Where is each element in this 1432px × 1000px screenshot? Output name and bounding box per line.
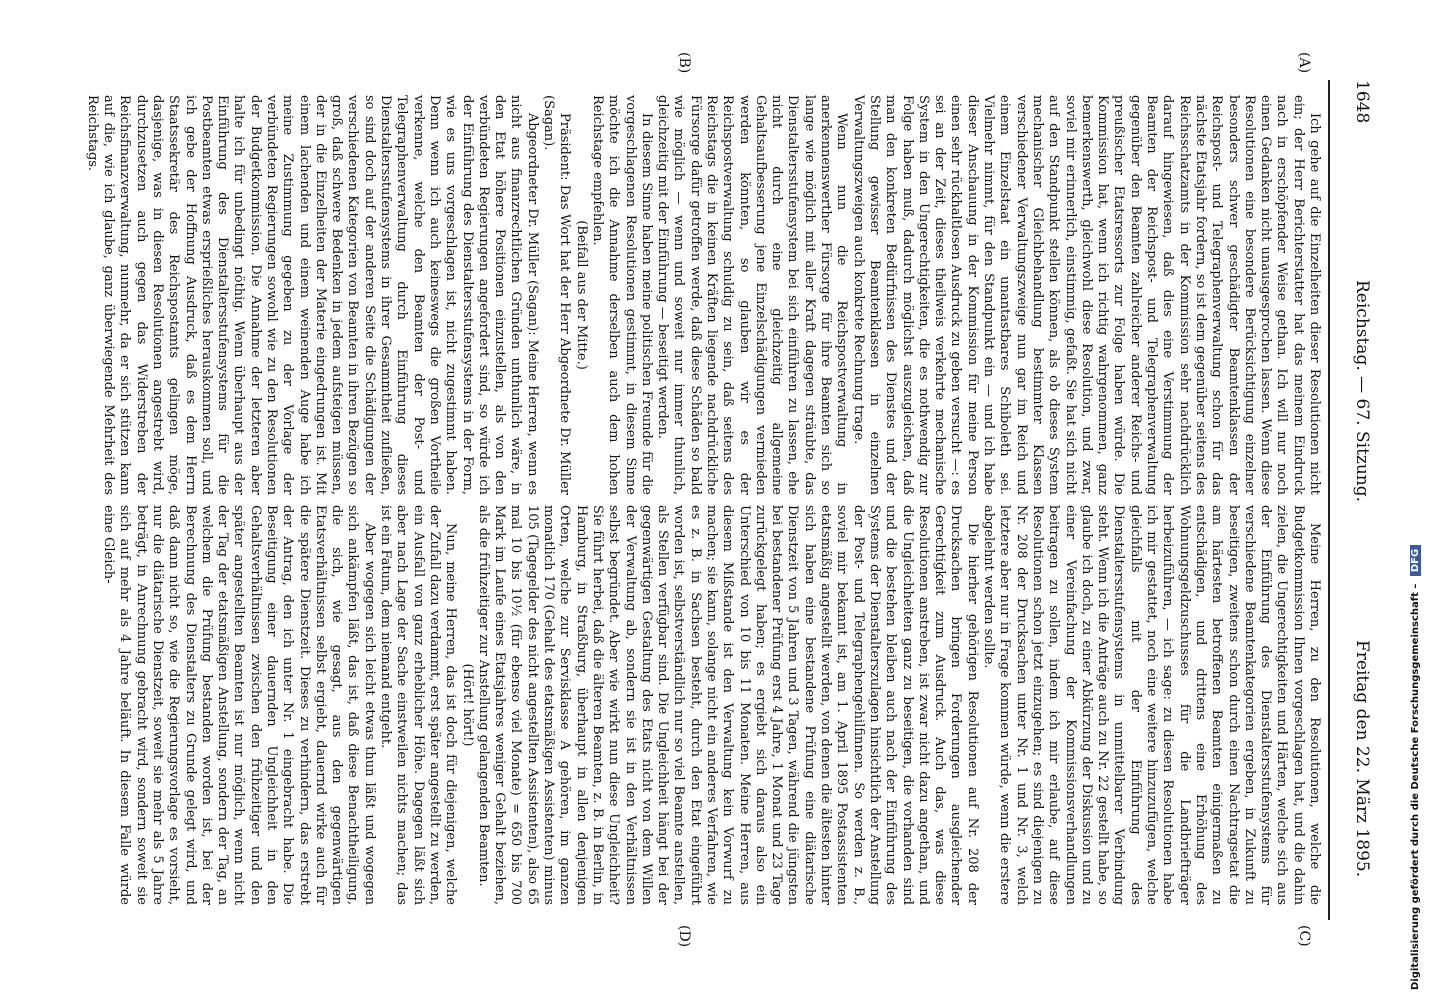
paragraph: In diesem Sinne haben meine politischen Freunde für die vorgeschlagenen Resolutionen gestimmt, in diesem Sinne möchte ich die Annahme derselben auch dem hohen Reichstage empfehlen. bbox=[589, 95, 654, 495]
header-session: Reichstag. — 67. Sitzung. bbox=[1352, 280, 1372, 503]
paragraph: Ich gehe auf die Einzelheiten dieser Resolutionen nicht ein; der Herr Berichterstatter hat das meinem Eindruck nach in erschöpfender Weise gethan. Ich will nur noch einen Gedanken nicht unausgesprochen lassen. Wenn diese Resolutionen eine besondere Berücksichtigung einzelner besonders schwer geschädigter Beamtenklassen der Reichspost- und Telegraphenverwaltung schon für das nächste Etatsjahr fordern, so ist dem gegenüber seitens des Reichsschatzamts in der Kommission sehr nachdrücklich darauf hingewiesen, daß dies eine Verstimmung der Beamten der Reichspost- und Telegraphenverwaltung gegenüber den Beamten zahlreicher anderer Reichs- und preußischer Etatsressorts zur Folge haben würde. Die Kommission hat, wenn ich richtig wahrgenommen, ganz bemerkenswerth, gleichwohl diese Resolution, und zwar, soviel mir erinnerlich, einstimmig, gefaßt. Sie hat sich nicht auf den Standpunkt stellen können, als ob dieses System mechanischer Gleichbehandlung bestimmter Klassen verschiedener Verwaltungszweige nun gar im Reich und einem Einzelstaat ein unantastbares Schiboleth sei. Vielmehr nimmt, für den Standpunkt ein — und ich habe dieser Anschauung in der Kommission für meine Person einen sehr rückhaltlosen Ausdruck zu geben versucht —: es sei an der Zeit, dieses theilweis verkehrte mechanische System in den Ungerechtigkeiten, die es nothwendig zur Folge haben muß, dadurch möglichst auszugleichen, daß man den konkreten Bedürfnissen des Dienstes und der Stellung gewisser Beamtenklassen in einzelnen Verwaltungszweigen auch konkrete Rechnung trage. bbox=[850, 95, 1322, 495]
paragraph: Die hierher gehörigen Resolutionen auf Nr. 208 der Drucksachen bringen Forderungen ausgleichender Gerechtigkeit zum Ausdruck. Auch das, was diese Resolutionen anstreben, ist zwar nicht dazu angethan, und die Ungleichheiten ganz zu beseitigen, die vorhanden sind und die bestehen bleiben auch nach der Einführung des Systems der Dienstalterszulagen hinsichtlich der Anstellung der Post- und Telegraphengehilfinnen. So werden z. B., soviel mir bekannt ist, am 1. April 1895 Postassistenten etatsmäßig angestellt werden, von denen die ältesten hinter sich haben eine bestandene Prüfung eine diätarische Dienstzeit von 5 Jahren und 3 Tagen, während die jüngsten bei bestandener Prüfung erst 4 Jahre, 1 Monat und 23 Tage zurückgelegt haben; es ergiebt sich daraus also ein Unterschied von 10 bis 11 Monaten. Meine Herren, aus diesem Mißstande ist den Verwaltung kein Vorwurf zu machen; sie kann, solange nicht ein anderes Verfahren, wie es z. B. in Sachsen besteht, durch den Etat eingeführt worden ist, selbstverständlich nur so viel Beamte anstellen, als Stellen verfügbar sind. Die Ungleichheit hängt bei der gegenwärtigen Gestaltung des Etats nicht von dem Willen der Verwaltung ab, sondern sie ist in den Verhältnissen selbst begründet. Aber wie wirkt nun diese Ungleichheit? Sie führt herbei, daß die älteren Beamten, z. B. in Berlin, in Hamburg, in Straßburg, überhaupt in allen denjenigen Orten, welche zur Servisklasse A gehören, im ganzen monatlich 170 (Gehalt des etatsmäßigen Assistenten) minus 105 (Tagegelder des nicht angestellten Assistenten), also 65 mal 10 bis 10½ (für ebenso viel Monate) = 650 bis 700 Mark im Laufe eines Etatsjahres weniger Gehalt beziehen, als die frühzeitiger zur Anstellung gelangenden Beamten. bbox=[475, 505, 980, 905]
margin-marker-b: (B) bbox=[676, 52, 692, 74]
paragraph: Meine Herren, zu den Resolutionen, welche die Budgetkommission Ihnen vorgeschlagen hat, und die dahin zielen, die Ungerechtigkeiten und Härten, welche sich aus der Einführung des Dienstaltersstufensystems für verschiedene Beamtenkategorien ergeben, in Zukunft zu beseitigen, zweitens schon durch einen Nachtragsetat die am härtesten betroffenen Beamten einigermaßen zu entschädigen, und drittens eine Erhöhung des Wohnungsgeldzuschusses für die Landbriefträger herbeizuführen, — ich sage: zu diesen Resolutionen habe ich mir gestattet, noch eine weitere hinzuzufügen, welche gleichfalls mit der Einführung des Dienstaltersstufensystems in unmittelbarer Verbindung steht. Wenn ich die Anträge auch zu Nr. 22 gestellt habe, so glaube ich doch, zu einer Abkürzung der Diskussion und zu einer Vereinfachung der Kommissionsverhandlungen beitragen zu sollen, indem ich mir erlaube, auf diese Resolutionen schon jetzt einzugehen; es sind diejenigen zu Nr. 208 der Drucksachen unter Nr. 1 und Nr. 3, welch letztere aber nur in Frage kommen würde, wenn die erstere abgelehnt werden sollte. bbox=[981, 505, 1322, 905]
paragraph: Aber wogegen sich leicht etwas thun läßt und wogegen sich ankämpfen läßt, das ist, daß diese Benachtheiligung, die sich, wie gesagt, aus den gegenwärtigen Etatsverhältnissen selbst ergiebt, dauernd wirke auch für die spätere Dienstzeit. Dieses zu verhindern, das erstrebt der Antrag, den ich unter Nr. 1 eingebracht habe. Die Beseitigung einer dauernden Ungleichheit in den Gehaltsverhältnissen zwischen den frühzeitiger und den später angestellten Beamten ist nur möglich, wenn nicht der Tag der etatsmäßigen Anstellung, sondern der Tag, an welchem die Prüfung bestanden worden ist, bei der Berechnung des Dienstalters zu Grunde gelegt wird, und daß dann nicht so, wie die Regierungsvorlage es vorsieht, nur die diätarische Dienstzeit, soweit sie mehr als 5 Jahre beträgt, in Anrechnung gebracht wird, sondern soweit sie sich auf mehr als 4 Jahre beläuft. In diesem Falle würde eine Gleich- bbox=[101, 505, 377, 905]
paragraph-applause: (Beifall aus der Mitte.) bbox=[573, 220, 589, 370]
paragraph: Nun, meine Herren, das ist doch für diejenigen, welche der Zufall dazu verdammt, erst später angestellt zu werden, ein Ausfall von ganz erheblicher Höhe. Dagegen läßt sich aber nach Lage der Sache einstweilen nichts machen; das ist ein Fatum, dem niemand entgeht. bbox=[378, 505, 459, 905]
paragraph-interjection: (Hört! hört!) bbox=[459, 663, 475, 747]
margin-marker-a: (A) bbox=[1296, 52, 1312, 74]
digitization-footer bbox=[1410, 0, 1426, 990]
header-date: Freitag den 22. März 1895. bbox=[1352, 640, 1372, 878]
dfg-logo: DFG bbox=[1410, 545, 1421, 576]
paragraph-president: Präsident: Das Wort hat der Herr Abgeordnete Dr. Müller (Sagan). bbox=[541, 95, 573, 495]
header-rule bbox=[1328, 80, 1330, 920]
paragraph: Abgeordneter Dr. Müller (Sagan): Meine Herren, wenn es nicht aus finanzrechtlichen Gründen unthunlich wäre, in den Etat höhere Positionen einzustellen, als von den verbündeten Regierungen angefordert sind, so würde ich der Einführung des Dienstaltersstufensystems in der Form, wie es uns vorgeschlagen ist, nicht zugestimmt haben. Denn wenn ich auch keineswegs die großen Vortheile verkenne, welche den Beamten der Post- und Telegraphenverwaltung durch Einführung dieses Dienstaltersstufensystems in ihrer Gesammtheit zufließen, so sind doch auf der anderen Seite die Schädigungen der verschiedenen Kategorien von Beamten in ihren Bezügen so groß, daß schwere Bedenken in jedem aufsteigen müssen, der in die Einzelheiten der Materie eingedrungen ist. Mit einem lachenden und einem weinenden Auge habe ich meine Zustimmung gegeben zu der Vorlage der verbündeten Regierungen sowohl wie zu den Resolutionen der Budgetkommission. Die Annahme der letzteren aber halte ich für unbedingt nöthig. Wenn überhaupt aus der Einführung des Dienstaltersstufensystems für die Postbeamten etwas ersprießliches herauskommen soll, und ich gebe der Hoffnung Ausdruck, daß es dem Herrn Staatssekretär des Reichspostamts gelingen möge, dasjenige, was in diesen Resolutionen angestrebt wird, durchzusetzen auch gegen das Widerstreben der Reichsfinanzverwaltung, nunmehr, da er sich stützen kann auf die, wie ich glaube, ganz überwiegende Mehrheit des Reichstags. bbox=[84, 95, 540, 495]
digitization-credit: Digitalisierung gefördert durch die Deutsche Forschungsgemeinschaft – bbox=[1410, 583, 1421, 990]
margin-marker-d: (D) bbox=[676, 925, 692, 948]
left-column bbox=[84, 95, 1322, 495]
paragraph: Wenn nun die Reichspostverwaltung in anerkennenswerther Fürsorge für ihre Beamten sich so lange wie möglich mit aller Kraft dagegen sträubte, das Dienstaltersstufensystem bei sich einführen zu lassen, ehe nicht durch eine gleichzeitig allgemeine Gehaltsaufbesserung jene Einzelschädigungen vermieden werden könnten, so glauben wir es der Reichspostverwaltung schuldig zu sein, daß seitens des Reichstags die in keinen Kräften liegende nachdrückliche Fürsorge dafür getroffen werde, daß diese Schäden so bald wie möglich — wenn und soweit nur immer thunlich, gleichzeitig mit der Einführung — beseitigt werden. bbox=[655, 95, 850, 495]
page-number: 1648 bbox=[1352, 80, 1372, 124]
margin-marker-c: (C) bbox=[1296, 925, 1312, 947]
page-header bbox=[1332, 80, 1372, 920]
right-column bbox=[101, 505, 1322, 905]
